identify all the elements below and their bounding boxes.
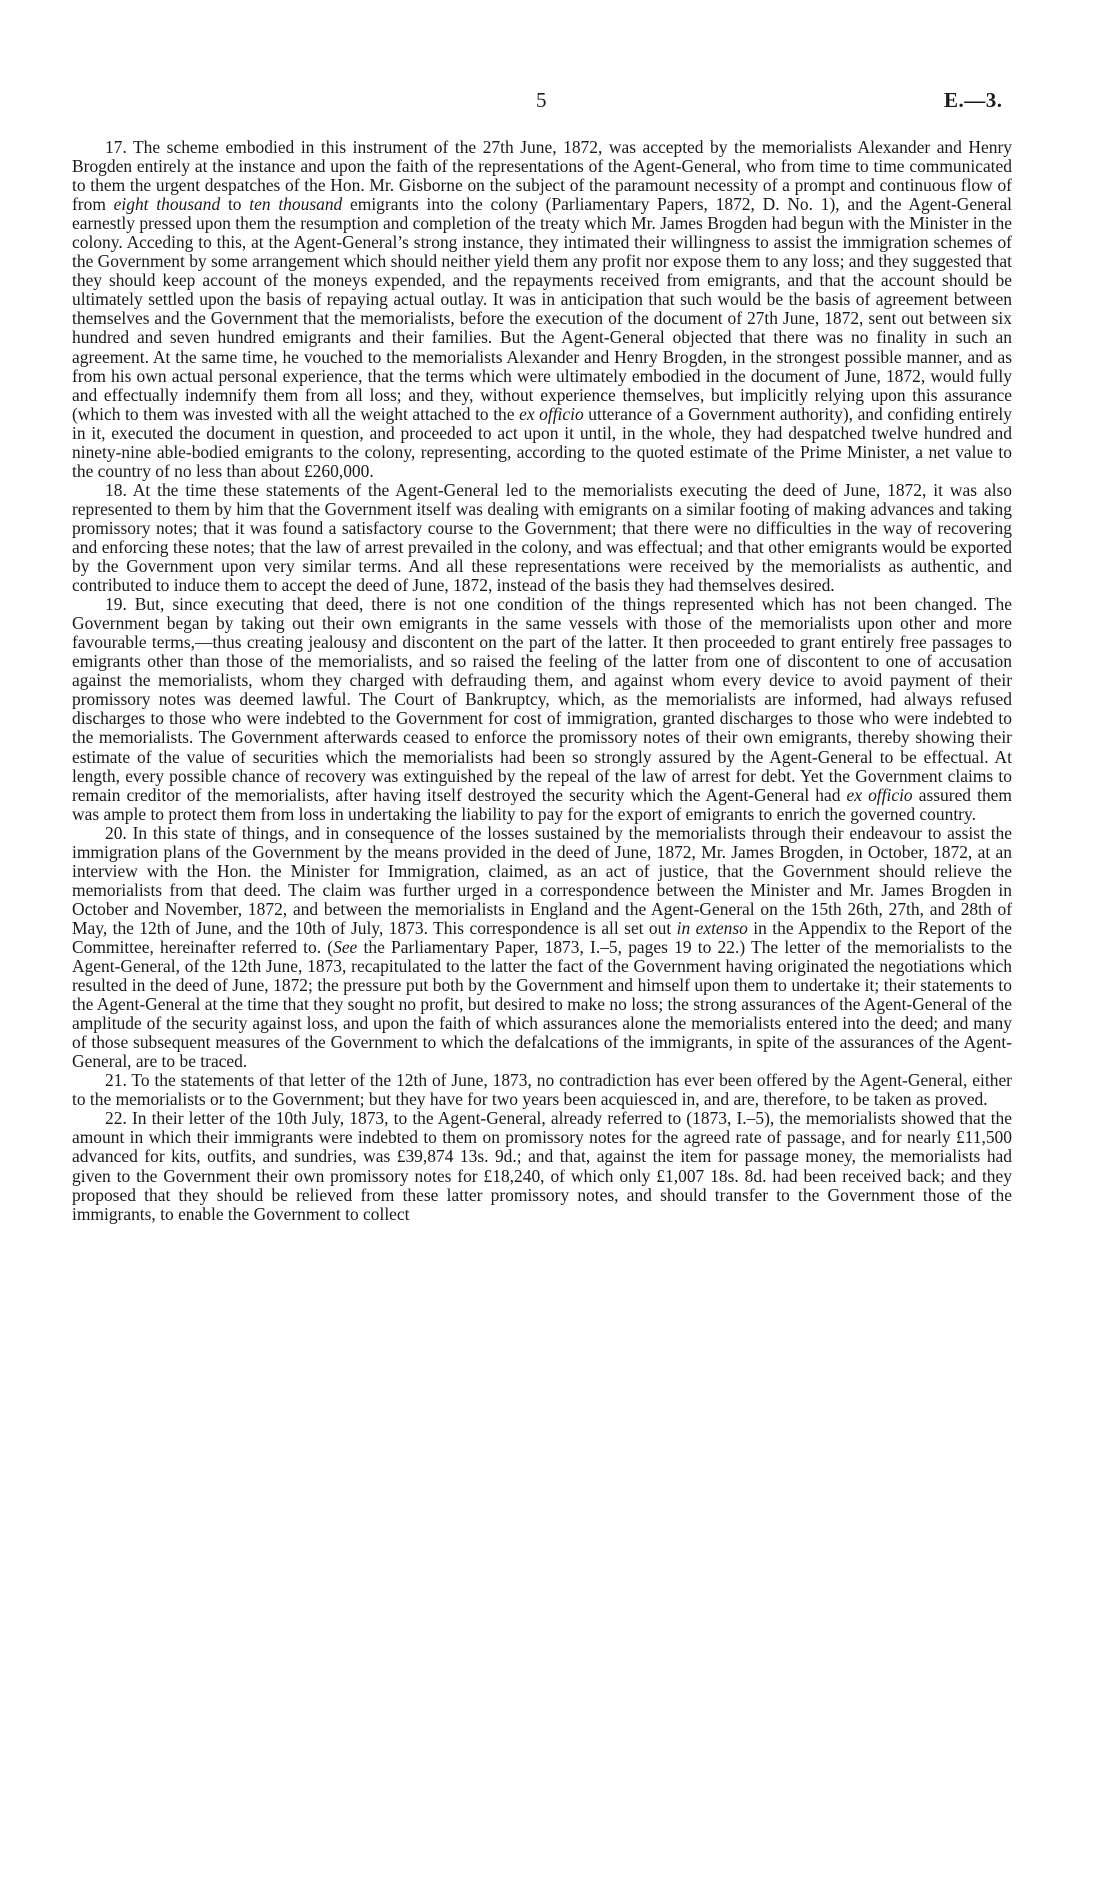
- paragraph-number: 21.: [105, 1070, 127, 1091]
- paragraph-text: the Parliamentary Paper, 1873, I.–5, pages 19 to 22.) The letter of the memorialists to the Agent-General, of the 12th June, 1873, recapitulated to the latter the fact of the Government having originated the negotiations which resulted in the deed of June, 1872; the pressure put both by the Government and himself upon them to undertake it; their statements to the Agent-General at the time that they sought no profit, but desired to make no loss; the strong assurances of the Agent-General of the amplitude of the security against loss, and upon the faith of which assurances alone the memorialists entered into the deed; and many of those subsequent measures of the Government to which the defalcations of the immigrants, in spite of the assurances of the Agent-General, are to be traced.: [72, 936, 1013, 1072]
- paragraph-text: But, since executing that deed, there is not one condition of the things represented which has not been changed. The Government began by taking out their own emigrants in the same vessels with those of the memorialists upon other and more favourable terms,—thus creating jealousy and discontent on the part of the latter. It then proceeded to grant entirely free passages to emigrants other than those of the memorialists, and so raised the feeling of the latter from one of discontent to one of accusation against the memorialists, whom they charged with defrauding them, and against whom every device to avoid payment of their promissory notes was deemed lawful. The Court of Bankruptcy, which, as the memorialists are informed, had always refused discharges to those who were indebted to the Government for cost of immigration, granted discharges to those who were indebted to the memorialists. The Government afterwards ceased to enforce the promissory notes of their own emigrants, thereby showing their estimate of the value of securities which the memorialists had been so strongly assured by the Agent-General to be effectual. At length, every possible chance of recovery was extinguished by the repeal of the law of arrest for debt. Yet the Government claims to remain creditor of the memorialists, after having itself destroyed the security which the Agent-General had: [72, 594, 1012, 805]
- paragraph-text: in the Appendix to the Report of the Committee, hereinafter referred to. (: [72, 917, 1012, 957]
- document-reference: E.—3.: [944, 88, 1003, 112]
- paragraph-text: assured them was ample to protect them from loss in undertaking the liability to pay for the export of emigrants to enrich the governed country.: [72, 784, 1012, 824]
- paragraph: [72, 595, 1012, 824]
- italic-text: See: [333, 936, 358, 957]
- paragraph-number: 20.: [105, 822, 127, 843]
- paragraph-number: 22.: [105, 1108, 127, 1129]
- paragraph-text: In this state of things, and in consequence of the losses sustained by the memorialists through their endeavour to assist the immigration plans of the Government by the means provided in the deed of June, 1872, Mr. James Brogden, in October, 1872, at an interview with the Hon. the Minister for Immigration, claimed, as an act of justice, that the Government should relieve the memorialists from that deed. The claim was further urged in a correspondence between the Minister and Mr. James Brogden in October and November, 1872, and between the memorialists in England and the Agent-General on the 15th 26th, 27th, and 28th of May, the 12th of June, and the 10th of July, 1873. This correspondence is all set out: [72, 822, 1012, 938]
- page-number: 5: [536, 88, 547, 112]
- paragraph: [72, 1109, 1012, 1223]
- italic-text: eight thousand: [113, 194, 221, 215]
- paragraph-number: 19.: [105, 594, 127, 615]
- paragraph: [72, 1071, 1012, 1109]
- paragraph-text: At the time these statements of the Agent-General led to the memorialists executing the deed of June, 1872, it was also represented to them by him that the Government itself was dealing with emigrants on a similar footing of making advances and taking promissory notes; that it was found a satisfactory course to the Government; that there were no difficulties in the way of recovering and enforcing these notes; that the law of arrest prevailed in the colony, and was effectual; and that other emigrants would be exported by the Government upon very similar terms. And all these representations were received by the memorialists as authentic, and contributed to induce them to accept the deed of June, 1872, instead of the basis they had themselves desired.: [72, 479, 1013, 596]
- document-body: [72, 138, 1012, 1224]
- paragraph-text: emigrants into the colony (Parliamentary Papers, 1872, D. No. 1), and the Agent-General earnestly pressed upon them the resumption and completion of the treaty which Mr. James Brogden had begun with the Minister in the colony. Acceding to this, at the Agent-General’s strong instance, they intimated their willingness to assist the immigration schemes of the Government by some arrangement which should neither yield them any profit nor expose them to any loss; and they suggested that they should keep account of the moneys expended, and the repayments received from emigrants, and that the account should be ultimately settled upon the basis of repaying actual outlay. It was in anticipation that such would be the basis of agreement between themselves and the Government that the memorialists, before the execution of the document of 27th June, 1872, sent out between six hundred and seven hundred emigrants and their families. But the Agent-General objected that there was no finality in such an agreement. At the same time, he vouched to the memorialists Alexander and Henry Brogden, in the strongest possible manner, and as from his own actual personal experience, that the terms which were ultimately embodied in the document of June, 1872, would fully and effectually indemnify them from all loss; and they, without experience themselves, but implicitly relying upon this assurance (which to them was invested with all the weight attached to the: [72, 194, 1012, 424]
- paragraph-number: 17.: [105, 137, 127, 157]
- paragraph-text: utterance of a Government authority), and confiding entirely in it, executed the document in question, and proceeded to act upon it until, in the whole, they had despatched twelve hundred and ninety-nine able-bodied emigrants to the colony, representing, according to the quoted estimate of the Prime Minister, a net value to the country of no less than about £260,000.: [72, 403, 1012, 481]
- paragraph: [72, 138, 1012, 481]
- paragraph-number: 18.: [105, 479, 127, 500]
- italic-text: ex officio: [846, 784, 913, 805]
- paragraph-text: The scheme embodied in this instrument of the 27th June, 1872, was accepted by the memorialists Alexander and Henry Brogden entirely at the instance and upon the faith of the representations of the Agent-General, who from time to time communicated to them the urgent despatches of the Hon. Mr. Gisborne on the subject of the paramount necessity of a prompt and continuous flow of from: [72, 137, 1012, 215]
- paragraph-text: to: [220, 194, 250, 215]
- italic-text: ten thousand: [249, 194, 343, 215]
- italic-text: in extenso: [676, 917, 748, 938]
- paragraph: [72, 481, 1012, 595]
- paragraph-text: To the statements of that letter of the 12th of June, 1873, no contradiction has ever been offered by the Agent-General, either to the memorialists or to the Government; but they have for two years been acquiesced in, and are, therefore, to be taken as proved.: [72, 1070, 1012, 1110]
- paragraph: [72, 824, 1012, 1072]
- italic-text: ex officio: [519, 403, 584, 424]
- page-header: [0, 88, 1114, 118]
- paragraph-text: In their letter of the 10th July, 1873, to the Agent-General, already referred to (1873, I.–5), the memorialists showed that the amount in which their immigrants were indebted to them on promissory notes for the agreed rate of passage, and for nearly £11,500 advanced for kits, outfits, and sundries, was £39,874 13s. 9d.; and that, against the item for passage money, the memorialists had given to the Government their own promissory notes for £18,240, of which only £1,007 18s. 8d. had been received back; and they proposed that they should be relieved from these latter promissory notes, and should transfer to the Government those of the immigrants, to enable the Government to collect: [72, 1108, 1013, 1224]
